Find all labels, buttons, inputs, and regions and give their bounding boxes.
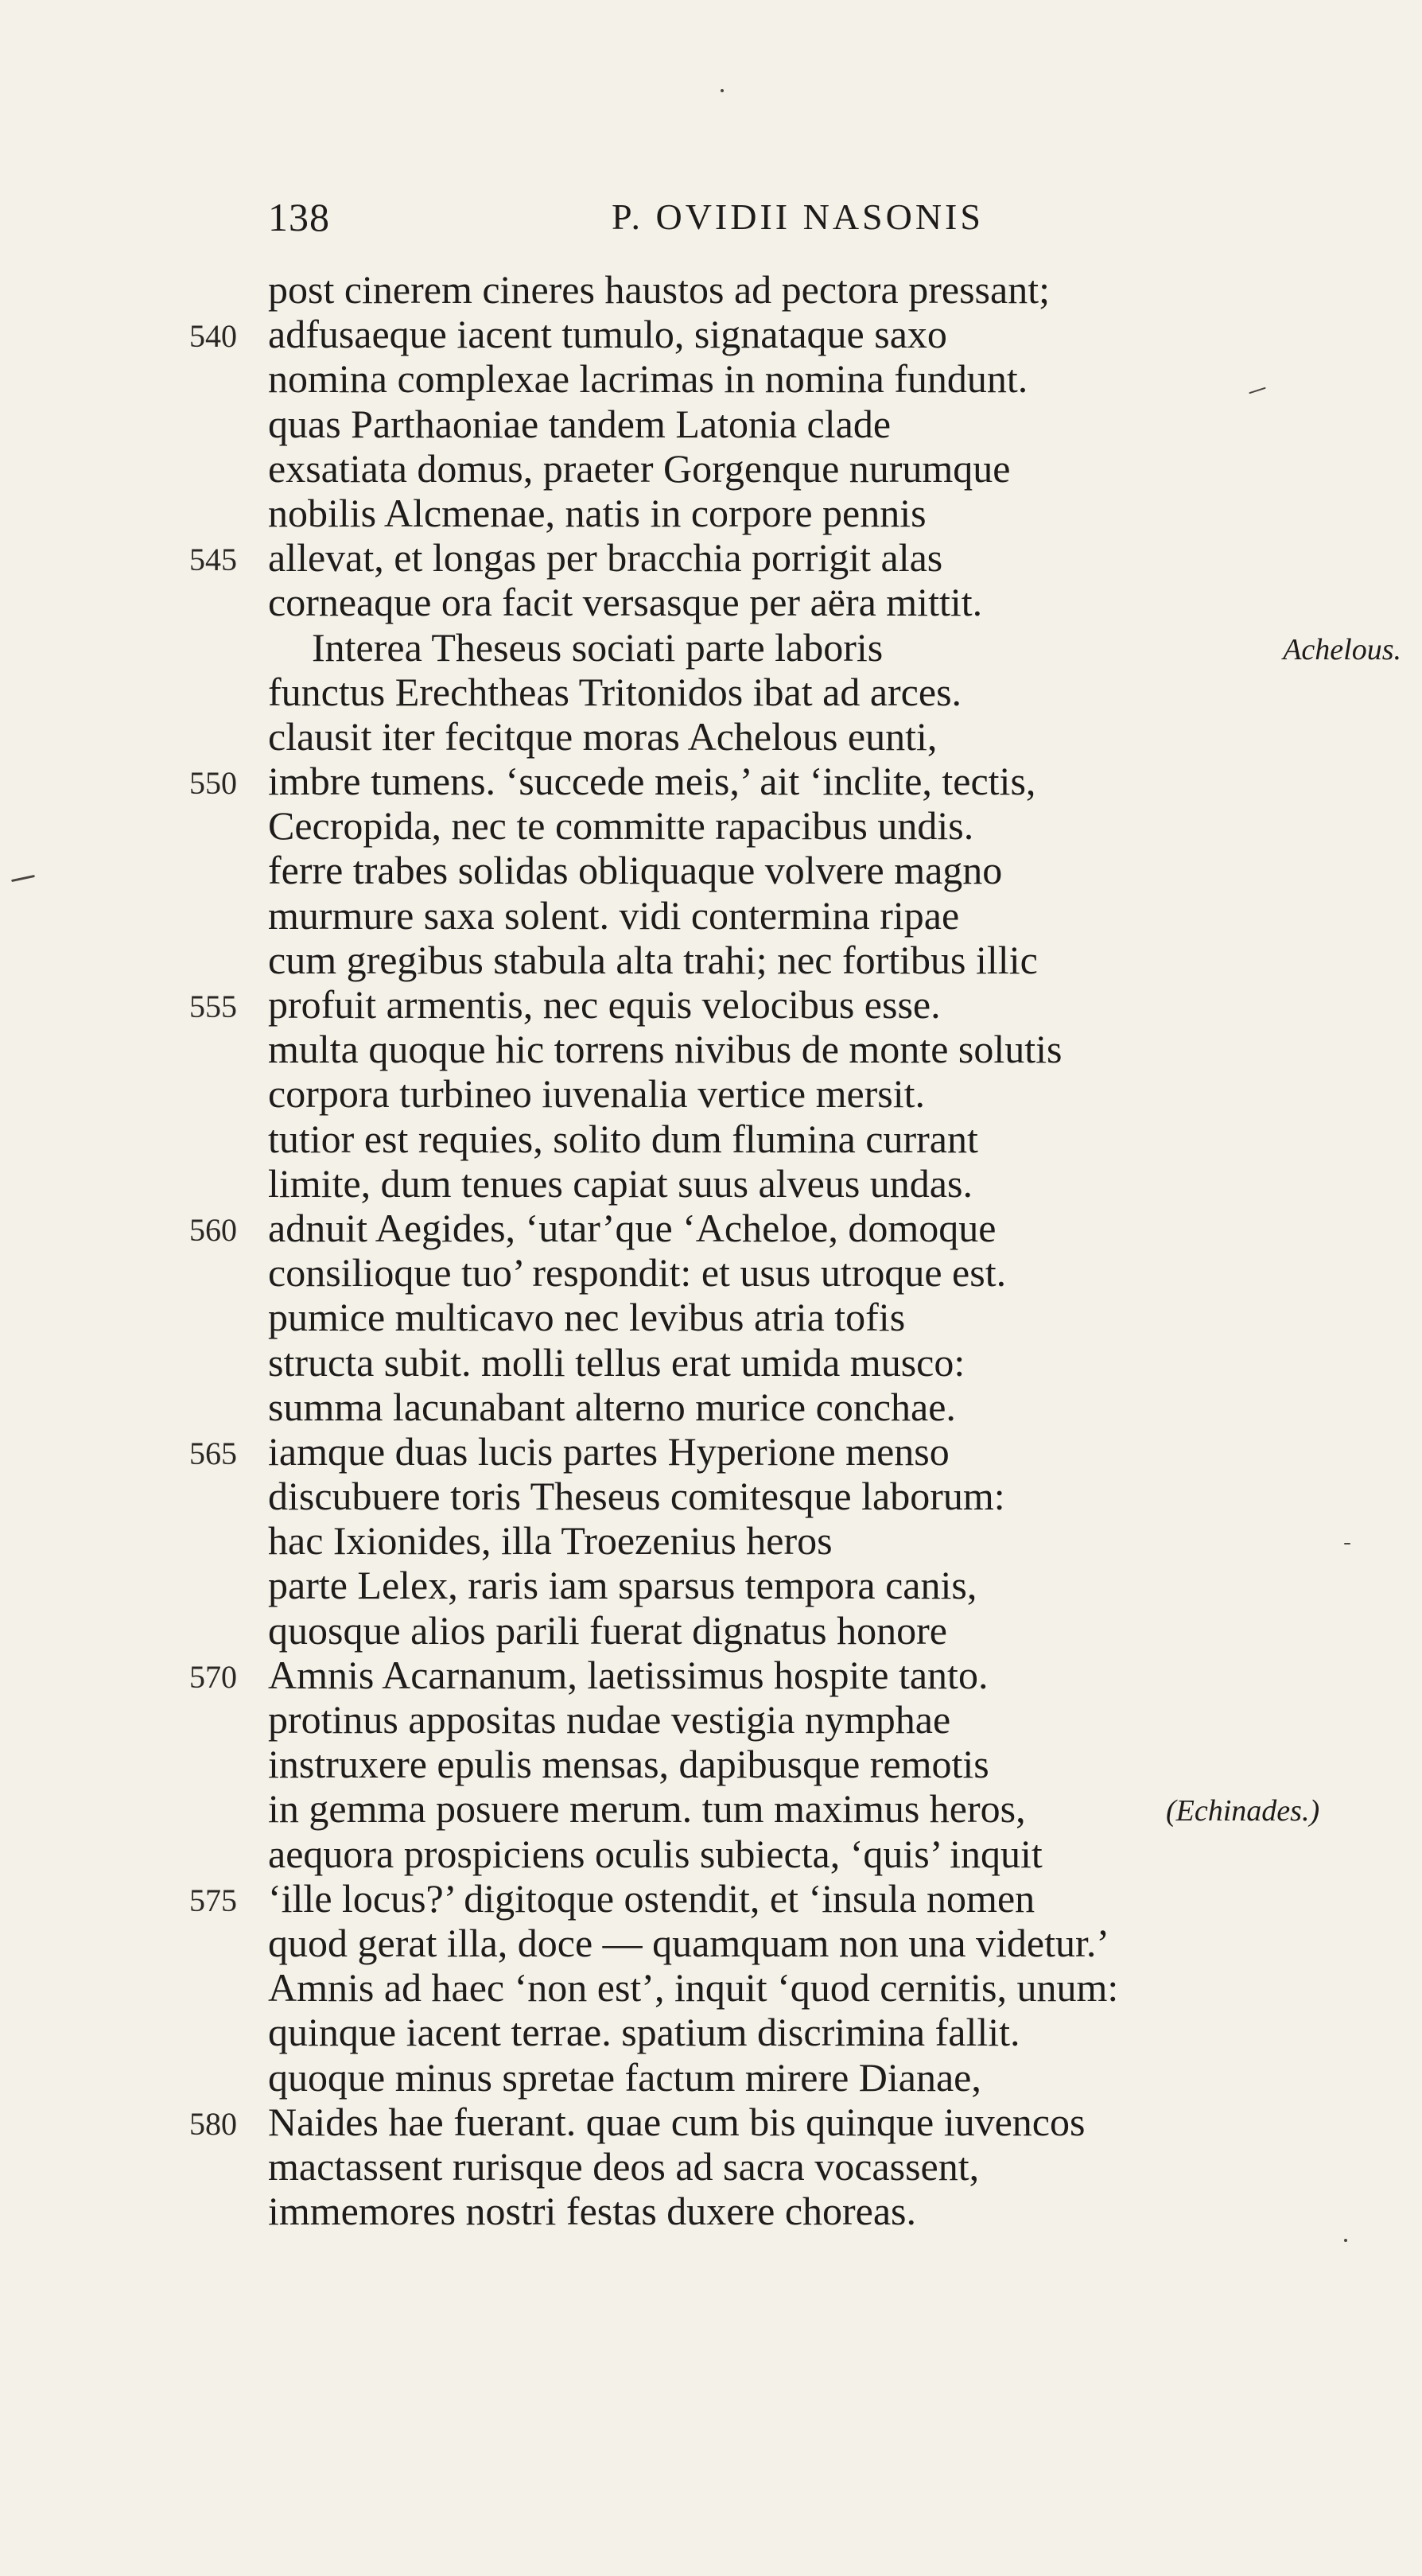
verse-line bbox=[0, 1161, 1422, 1206]
verse-line bbox=[0, 1965, 1422, 2010]
line-number: 570 bbox=[189, 1658, 237, 1695]
line-number: 555 bbox=[189, 989, 237, 1024]
verse-line-text: corpora turbineo iuvenalia vertice mersit. bbox=[268, 1071, 926, 1117]
verse-line-text: Interea Theseus sociati parte laboris bbox=[312, 624, 884, 670]
line-number: 545 bbox=[189, 542, 237, 578]
verse-line bbox=[0, 1295, 1422, 1339]
line-number: 575 bbox=[189, 1882, 237, 1918]
verse-line bbox=[0, 535, 1422, 580]
verse-line-text: hac Ixionides, illa Troezenius heros bbox=[268, 1518, 833, 1564]
verse-line bbox=[0, 2189, 1422, 2233]
verse-line-text: quosque alios parili fuerat dignatus honore bbox=[268, 1607, 947, 1653]
verse-line-text: quoque minus spretae factum mirere Dianae, bbox=[268, 2054, 981, 2100]
verse-line-text: protinus appositas nudae vestigia nymphae bbox=[268, 1697, 951, 1742]
verse-line-text: immemores nostri festas duxere choreas. bbox=[268, 2189, 917, 2234]
verse-line-text: tutior est requies, solito dum flumina currant bbox=[268, 1116, 978, 1161]
verse-line bbox=[0, 1518, 1422, 1563]
verse-line bbox=[0, 1474, 1422, 1518]
verse-line bbox=[0, 1653, 1422, 1697]
verse-line bbox=[0, 893, 1422, 938]
verse-line bbox=[0, 2010, 1422, 2054]
verse-line bbox=[0, 1921, 1422, 1965]
verse-line bbox=[0, 267, 1422, 312]
verse-line bbox=[0, 1117, 1422, 1161]
verse-line bbox=[0, 1429, 1422, 1474]
verse-line bbox=[0, 848, 1422, 892]
verse-line bbox=[0, 1786, 1422, 1831]
verse-line-text: mactassent rurisque deos ad sacra vocassent, bbox=[268, 2143, 980, 2189]
verse-line-text: summa lacunabant alterno murice conchae. bbox=[268, 1384, 956, 1429]
verse-line bbox=[0, 938, 1422, 982]
verse-line-text: Naides hae fuerant. quae cum bis quinque iuvencos bbox=[268, 2099, 1086, 2144]
verse-line-text: allevat, et longas per bracchia porrigit alas bbox=[268, 535, 943, 581]
verse-line-text: consilioque tuo’ respondit: et usus utroque est. bbox=[268, 1250, 1007, 1296]
verse-line-text: in gemma posuere merum. tum maximus heros, bbox=[268, 1786, 1026, 1832]
verse-line bbox=[0, 1742, 1422, 1786]
verse-line-text: instruxere epulis mensas, dapibusque remotis bbox=[268, 1742, 989, 1787]
line-number: 540 bbox=[189, 318, 237, 355]
verse-line-text: discubuere toris Theseus comitesque laborum: bbox=[268, 1474, 1005, 1519]
verse-line-text: iamque duas lucis partes Hyperione menso bbox=[268, 1428, 950, 1474]
verse-text bbox=[0, 267, 1422, 2233]
line-number: 560 bbox=[189, 1211, 237, 1248]
verse-line bbox=[0, 356, 1422, 401]
verse-line-text: functus Erechtheas Tritonidos ibat ad arces. bbox=[268, 669, 962, 714]
verse-line-text: Amnis ad haec ‘non est’, inquit ‘quod cernitis, unum: bbox=[268, 1965, 1119, 2011]
line-number: 580 bbox=[189, 2105, 237, 2142]
verse-line bbox=[0, 1832, 1422, 1876]
page-number: 138 bbox=[268, 195, 330, 239]
verse-line-text: murmure saxa solent. vidi contermina ripae bbox=[268, 892, 960, 938]
verse-line-text: nomina complexae lacrimas in nomina fundunt. bbox=[268, 356, 1028, 402]
verse-line bbox=[0, 1340, 1422, 1385]
verse-line-text: post cinerem cineres haustos ad pectora pressant; bbox=[268, 267, 1050, 312]
scan-mark bbox=[1344, 2239, 1347, 2242]
verse-line-text: ‘ille locus?’ digitoque ostendit, et ‘insula nomen bbox=[268, 1875, 1035, 1921]
verse-line bbox=[0, 2055, 1422, 2100]
verse-line-text: structa subit. molli tellus erat umida musco: bbox=[268, 1339, 965, 1385]
verse-line bbox=[0, 625, 1422, 670]
verse-line bbox=[0, 803, 1422, 848]
verse-line-text: quod gerat illa, doce — quamquam non una videtur.’ bbox=[268, 1920, 1110, 1965]
verse-line bbox=[0, 446, 1422, 491]
running-head: P. OVIDII NASONIS bbox=[612, 196, 984, 237]
verse-line-text: exsatiata domus, praeter Gorgenque nurumque bbox=[268, 445, 1011, 491]
verse-line-text: parte Lelex, raris iam sparsus tempora canis, bbox=[268, 1563, 977, 1608]
verse-line-text: pumice multicavo nec levibus atria tofis bbox=[268, 1295, 906, 1340]
scan-mark bbox=[1344, 1543, 1350, 1544]
verse-line bbox=[0, 1608, 1422, 1653]
verse-line bbox=[0, 2144, 1422, 2189]
page-header bbox=[268, 194, 1222, 250]
verse-line-text: corneaque ora facit versasque per aëra mittit. bbox=[268, 580, 983, 625]
verse-line bbox=[0, 1027, 1422, 1071]
verse-line bbox=[0, 1876, 1422, 1921]
verse-line-text: Amnis Acarnanum, laetissimus hospite tanto. bbox=[268, 1652, 989, 1697]
verse-line bbox=[0, 1071, 1422, 1116]
verse-line bbox=[0, 1385, 1422, 1429]
verse-line bbox=[0, 714, 1422, 759]
verse-line-text: aequora prospiciens oculis subiecta, ‘quis’ inquit bbox=[268, 1831, 1043, 1876]
verse-line-text: nobilis Alcmenae, natis in corpore pennis bbox=[268, 490, 927, 535]
verse-line bbox=[0, 1250, 1422, 1295]
verse-line-text: imbre tumens. ‘succede meis,’ ait ‘inclite, tectis, bbox=[268, 759, 1036, 804]
verse-line bbox=[0, 2100, 1422, 2144]
verse-line-text: ferre trabes solidas obliquaque volvere magno bbox=[268, 848, 1003, 893]
verse-line-text: cum gregibus stabula alta trahi; nec fortibus illic bbox=[268, 937, 1038, 982]
verse-line bbox=[0, 491, 1422, 535]
verse-line bbox=[0, 1563, 1422, 1607]
scan-mark bbox=[721, 89, 724, 92]
line-number: 565 bbox=[189, 1435, 237, 1471]
margin-note: (Echinades.) bbox=[1166, 1794, 1320, 1828]
verse-line bbox=[0, 759, 1422, 803]
verse-line bbox=[0, 580, 1422, 624]
verse-line-text: clausit iter fecitque moras Achelous eunti, bbox=[268, 713, 938, 759]
verse-line-text: quas Parthaoniae tandem Latonia clade bbox=[268, 401, 892, 446]
verse-line bbox=[0, 402, 1422, 446]
verse-line-text: limite, dum tenues capiat suus alveus undas. bbox=[268, 1160, 973, 1206]
verse-line-text: adfusaeque iacent tumulo, signataque saxo bbox=[268, 312, 947, 357]
margin-note: Achelous. bbox=[1283, 632, 1401, 666]
verse-line-text: profuit armentis, nec equis velocibus esse. bbox=[268, 982, 941, 1027]
verse-line bbox=[0, 670, 1422, 714]
verse-line-text: quinque iacent terrae. spatium discrimina fallit. bbox=[268, 2010, 1020, 2055]
verse-line-text: adnuit Aegides, ‘utar’que ‘Acheloe, domoque bbox=[268, 1205, 997, 1250]
verse-line bbox=[0, 982, 1422, 1027]
verse-line-text: Cecropida, nec te committe rapacibus undis. bbox=[268, 803, 974, 849]
line-number: 550 bbox=[189, 765, 237, 802]
verse-line-text: multa quoque hic torrens nivibus de monte solutis bbox=[268, 1027, 1063, 1072]
verse-line bbox=[0, 312, 1422, 356]
verse-line bbox=[0, 1697, 1422, 1742]
verse-line bbox=[0, 1206, 1422, 1250]
